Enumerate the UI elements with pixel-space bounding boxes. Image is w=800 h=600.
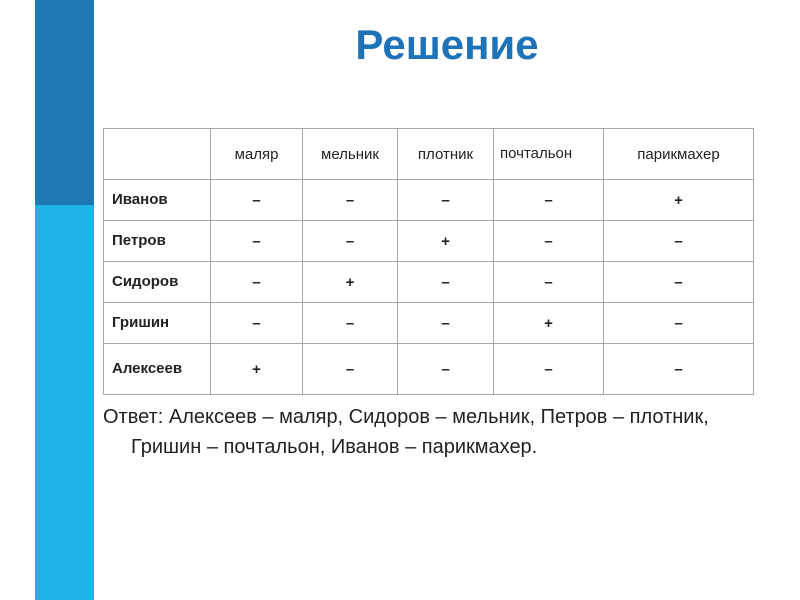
table-row xyxy=(104,344,754,395)
table-cell: + xyxy=(604,180,754,221)
table-cell: – xyxy=(398,180,494,221)
side-bar-bottom xyxy=(35,205,94,600)
column-header-postman: почтальон xyxy=(494,129,604,180)
table-cell: + xyxy=(211,344,303,395)
table-cell: – xyxy=(604,221,754,262)
column-header-miller: мельник xyxy=(303,129,398,180)
row-name: Алексеев xyxy=(104,344,211,395)
slide-title: Решение xyxy=(355,21,539,68)
column-header-hairdresser: парикмахер xyxy=(604,129,754,180)
table-row xyxy=(104,180,754,221)
table-cell: – xyxy=(303,180,398,221)
table-cell: – xyxy=(398,262,494,303)
table-cell: – xyxy=(604,262,754,303)
table-cell: – xyxy=(494,344,604,395)
table-cell: – xyxy=(303,221,398,262)
table-row xyxy=(104,262,754,303)
column-header-painter: маляр xyxy=(211,129,303,180)
table-cell: – xyxy=(211,262,303,303)
row-name: Петров xyxy=(104,221,211,262)
table-cell: – xyxy=(398,344,494,395)
table-cell: – xyxy=(494,221,604,262)
table-cell: + xyxy=(303,262,398,303)
table-cell: – xyxy=(211,221,303,262)
row-name: Гришин xyxy=(104,303,211,344)
row-name: Иванов xyxy=(104,180,211,221)
side-bar-top xyxy=(35,0,94,205)
table-cell: – xyxy=(604,303,754,344)
table-cell: – xyxy=(494,262,604,303)
table-row xyxy=(104,221,754,262)
table-cell: – xyxy=(398,303,494,344)
solution-table xyxy=(103,128,754,395)
table-cell: – xyxy=(303,303,398,344)
header-row xyxy=(104,129,754,180)
row-name: Сидоров xyxy=(104,262,211,303)
table-cell: – xyxy=(494,180,604,221)
column-header-carpenter: плотник xyxy=(398,129,494,180)
table-cell: + xyxy=(398,221,494,262)
table-cell: – xyxy=(604,344,754,395)
table-cell: – xyxy=(211,180,303,221)
corner-cell xyxy=(104,129,211,180)
table-cell: – xyxy=(303,344,398,395)
table-cell: + xyxy=(494,303,604,344)
table-row xyxy=(104,303,754,344)
table-cell: – xyxy=(211,303,303,344)
answer-text: Ответ: Алексеев – маляр, Сидоров – мельник, Петров – плотник, Гришин – почтальон, Иванов – парикмахер. xyxy=(103,406,709,458)
